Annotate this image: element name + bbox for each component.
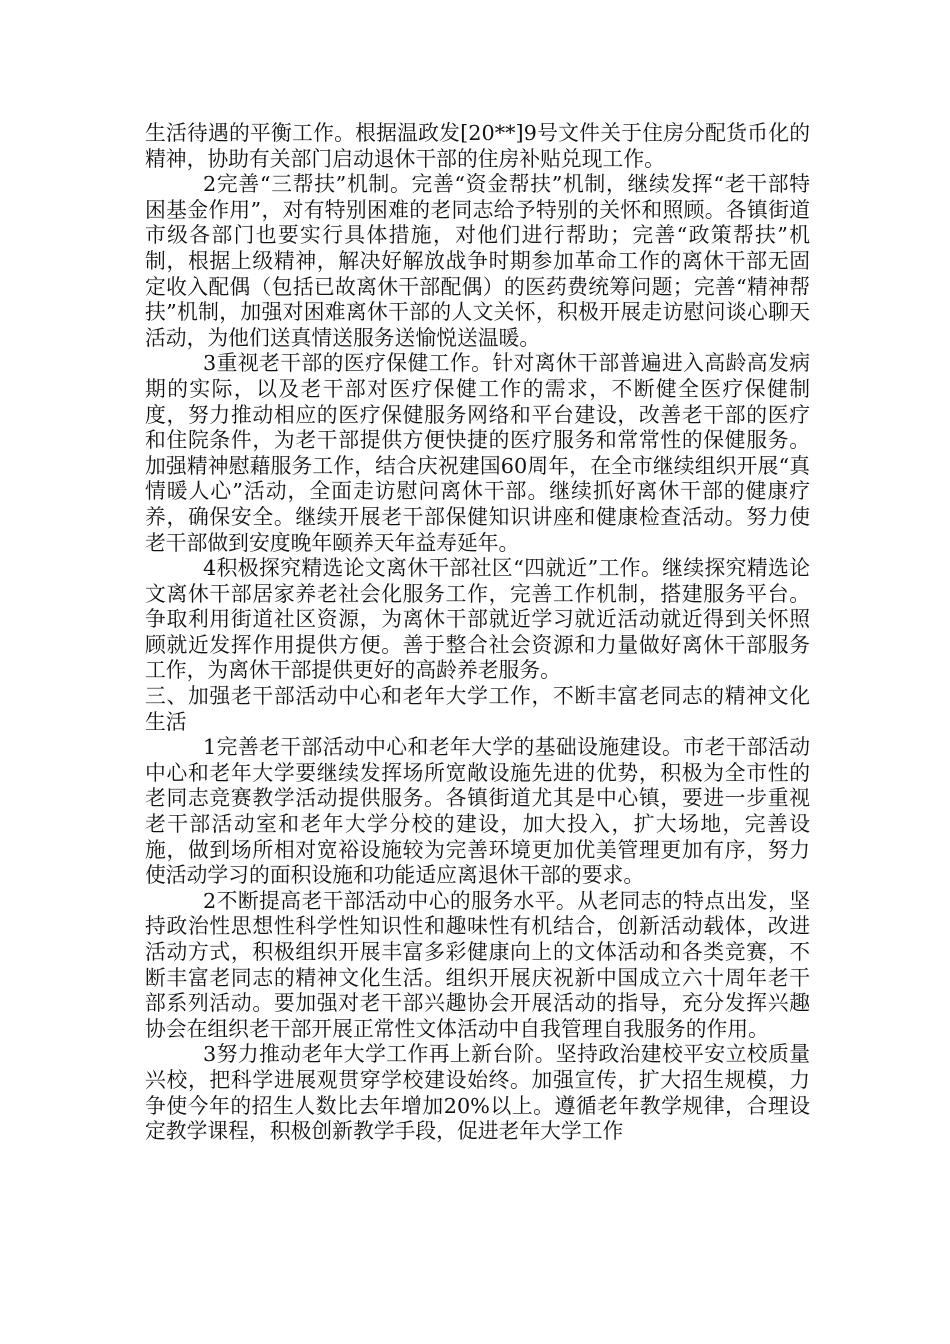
paragraph-elder-university: 3努力推动老年大学工作再上新台阶。坚持政治建校平安立校质量兴校，把科学进展观贯穿学校建设始终。加强宣传，扩大招生规模，力争使今年的招生人数比去年增加20%以上。遵循老年教学规律，合理设定教学课程，积极创新教学手段，促进老年大学工作 <box>145 1042 810 1144</box>
paragraph-community-service: 4积极探究精选论文离休干部社区“四就近”工作。继续探究精选论文离休干部居家养老社会化服务工作，完善工作机制，搭建服务平台。争取利用街道社区资源，为离休干部就近学习就近活动就近得到关怀照顾就近发挥作用提供方便。善于整合社会资源和力量做好离休干部服务工作，为离休干部提供更好的高龄养老服务。 <box>145 556 810 683</box>
paragraph-facilities: 1完善老干部活动中心和老年大学的基础设施建设。市老干部活动中心和老年大学要继续发挥场所宽敞设施先进的优势，积极为全市性的老同志竞赛教学活动提供服务。各镇街道尤其是中心镇，要进一步重视老干部活动室和老年大学分校的建设，加大投入，扩大场地，完善设施，做到场所相对宽裕设施较为完善环境更加优美管理更加有序，努力使活动学习的面积设施和功能适应离退休干部的要求。 <box>145 735 810 888</box>
section-heading-three: 三、加强老干部活动中心和老年大学工作，不断丰富老同志的精神文化生活 <box>145 684 810 734</box>
document-body <box>145 121 810 1145</box>
paragraph-medical-care: 3重视老干部的医疗保健工作。针对离休干部普遍进入高龄高发病期的实际，以及老干部对医疗保健工作的需求，不断健全医疗保健制度，努力推动相应的医疗保健服务网络和平台建设，改善老干部的医疗和住院条件，为老干部提供方便快捷的医疗服务和常常性的保健服务。加强精神慰藉服务工作，结合庆祝建国60周年，在全市继续组织开展“真情暖人心”活动，全面走访慰问离休干部。继续抓好离休干部的健康疗养，确保安全。继续开展老干部保健知识讲座和健康检查活动。努力使老干部做到安度晚年颐养天年益寿延年。 <box>145 351 810 555</box>
paragraph-three-assistance: 2完善“三帮扶”机制。完善“资金帮扶”机制，继续发挥“老干部特困基金作用”，对有特别困难的老同志给予特别的关怀和照顾。各镇街道市级各部门也要实行具体措施，对他们进行帮助；完善“政策帮扶”机制，根据上级精神，解决好解放战争时期参加革命工作的离休干部无固定收入配偶（包括已故离休干部配偶）的医药费统筹问题；完善“精神帮扶”机制，加强对困难离休干部的人文关怀，积极开展走访慰问谈心聊天活动，为他们送真情送服务送愉悦送温暖。 <box>145 172 810 350</box>
paragraph-housing-subsidy: 生活待遇的平衡工作。根据温政发[20**]9号文件关于住房分配货币化的精神，协助有关部门启动退休干部的住房补贴兑现工作。 <box>145 121 810 171</box>
paragraph-service-level: 2不断提高老干部活动中心的服务水平。从老同志的特点出发，坚持政治性思想性科学性知识性和趣味性有机结合，创新活动载体，改进活动方式，积极组织开展丰富多彩健康向上的文体活动和各类竞赛，不断丰富老同志的精神文化生活。组织开展庆祝新中国成立六十周年老干部系列活动。要加强对老干部兴趣协会开展活动的指导，充分发挥兴趣协会在组织老干部开展正常性文体活动中自我管理自我服务的作用。 <box>145 888 810 1041</box>
